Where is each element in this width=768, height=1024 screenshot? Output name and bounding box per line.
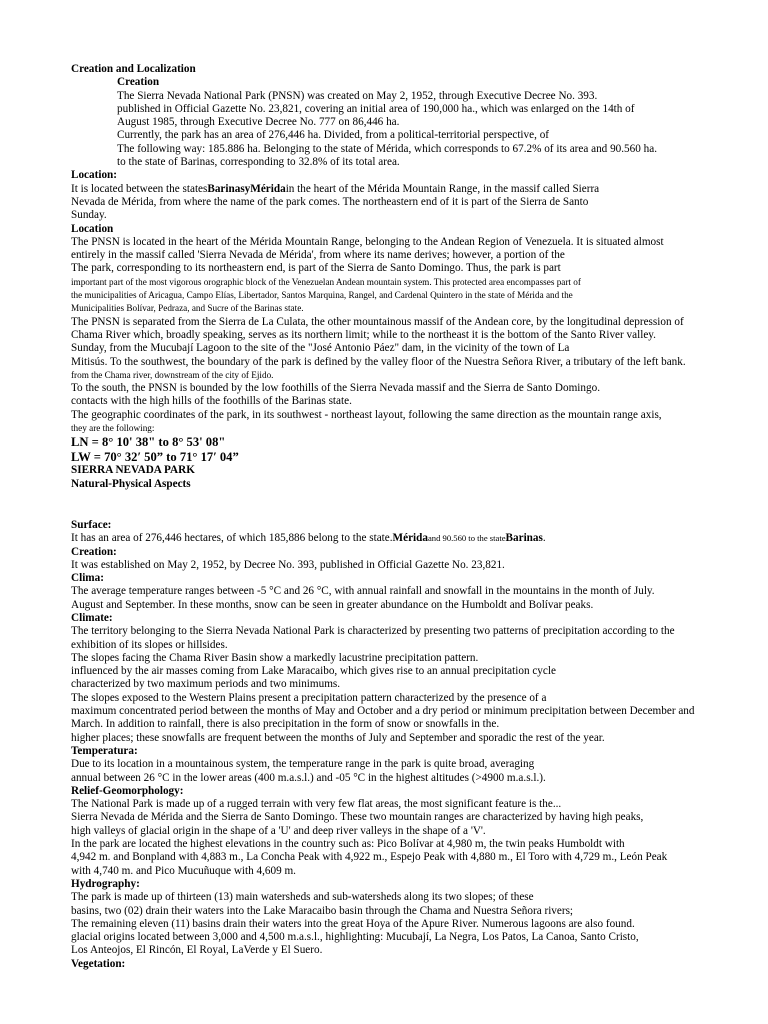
separation-line: Sunday, from the Mucubají Lagoon to the site of the "José Antonio Páez" dam, in the vicinity of the town of La <box>71 342 570 355</box>
heading-surface: Surface: <box>71 518 112 531</box>
heading-creation-2: Creation: <box>71 545 117 558</box>
relief-line: The National Park is made up of a rugged terrain with very few flat areas, the most significant feature is the... <box>71 798 562 811</box>
climate-line: influenced by the air masses coming from Lake Maracaibo, which gives rise to an annual precipitation cycle <box>71 665 556 678</box>
creation2-line: It was established on May 2, 1952, by Decree No. 393, published in Official Gazette No. 23,821. <box>71 558 505 571</box>
creation-line: Currently, the park has an area of 276,446 ha. Divided, from a political-territorial perspective, of <box>117 129 550 142</box>
state-merida: Mérida <box>392 532 428 545</box>
temperature-line: annual between 26 °C in the lower areas (400 m.a.s.l.) and -05 °C in the highest altitudes (>4900 m.a.s.l.). <box>71 771 546 784</box>
heading-creation-localization: Creation and Localization <box>71 63 196 75</box>
climate-line: The territory belonging to the Sierra Nevada National Park is characterized by presenting two patterns of precipitation according to the <box>71 625 675 638</box>
surface-line: It has an area of 276,446 hectares, of which 185,886 belong to the state.Méridaand 90.560 to the stateBarinas. <box>71 532 546 545</box>
heading-clima: Clima: <box>71 572 104 585</box>
heading-vegetation: Vegetation: <box>71 957 126 970</box>
separation-line: Chama River which, broadly speaking, serves as its northern limit; while to the northeast it is the bottom of the Santo River valley. <box>71 328 656 341</box>
south-line: The geographic coordinates of the park, in its southwest - northeast layout, following the same direction as the mountain range axis, <box>71 408 662 421</box>
climate-line: exhibition of its slopes or hillsides. <box>71 638 228 651</box>
south-line: contacts with the high hills of the foothills of the Barinas state. <box>71 395 352 408</box>
clima-line: The average temperature ranges between -5 °C and 26 °C, with annual rainfall and snowfall in the mountains in the month of July. <box>71 585 655 598</box>
relief-line: with 4,740 m. and Pico Mucuñuque with 4,609 m. <box>71 864 296 877</box>
heading-natural-physical: Natural-Physical Aspects <box>71 477 191 490</box>
location2-small-line: important part of the most vigorous orographic block of the Venezuelan Andean mountain system. This protected area encompasses part of <box>71 276 581 287</box>
location-line: Nevada de Mérida, from where the name of the park comes. The northeastern end of it is part of the Sierra de Santo <box>71 195 589 208</box>
hydro-line: The remaining eleven (11) basins drain their waters into the great Hoya of the Apure River. Numerous lagoons are also found. <box>71 917 635 930</box>
location-states: BarinasyMérida <box>207 182 286 195</box>
hydro-line: basins, two (02) drain their waters into the Lake Maracaibo basin through the Chama and Nuestra Señora rivers; <box>71 904 574 917</box>
separation-line: Mitisús. To the southwest, the boundary of the park is defined by the valley floor of the Nuestra Señora River, a tributary of the left bank. <box>71 355 686 368</box>
creation-line: published in Official Gazette No. 23,821, covering an initial area of 190,000 ha., which was enlarged on the 14th of <box>117 102 635 115</box>
creation-line: to the state of Barinas, corresponding to 32.8% of its total area. <box>117 156 400 169</box>
location2-small-line: Municipalities Bolívar, Pedraza, and Sucre of the Barinas state. <box>71 303 304 314</box>
heading-hydrography: Hydrography: <box>71 877 140 890</box>
section-gap <box>71 491 736 519</box>
relief-line: Sierra Nevada de Mérida and the Sierra de Santo Domingo. These two mountain ranges are characterized by having high peaks, <box>71 811 644 824</box>
climate-line: higher places; these snowfalls are frequent between the months of July and September and sporadic the rest of the year. <box>71 731 605 744</box>
park-title: SIERRA NEVADA PARK <box>71 464 195 477</box>
hydro-line: Los Anteojos, El Rincón, El Royal, LaVerde y El Suero. <box>71 944 323 957</box>
relief-line: 4,942 m. and Bonpland with 4,883 m., La Concha Peak with 4,922 m., Espejo Peak with 4,880 m., El Toro with 4,729 m., León Peak <box>71 851 668 864</box>
heading-climate: Climate: <box>71 611 113 624</box>
heading-temperature: Temperatura: <box>71 744 138 757</box>
location2-line: The park, corresponding to its northeastern end, is part of the Sierra de Santo Domingo. Thus, the park is part <box>71 262 561 275</box>
location2-line: The PNSN is located in the heart of the Mérida Mountain Range, belonging to the Andean Region of Venezuela. It is situated almost <box>71 235 664 248</box>
location2-small-line: the municipalities of Aricagua, Campo Elías, Libertador, Santos Marquina, Rangel, and Cardenal Quintero in the state of Mérida and the <box>71 290 573 301</box>
separation-small-line: from the Chama river, downstream of the city of Ejido. <box>71 369 274 380</box>
heading-relief: Relief-Geomorphology: <box>71 784 184 797</box>
temperature-line: Due to its location in a mountainous system, the temperature range in the park is quite broad, averaging <box>71 758 535 771</box>
state-barinas: Barinas <box>505 532 543 545</box>
climate-line: characterized by two maximum periods and two minimums. <box>71 678 341 691</box>
south-line: To the south, the PNSN is bounded by the low foothills of the Sierra Nevada massif and the Sierra de Santo Domingo. <box>71 382 600 395</box>
climate-line: maximum concentrated period between the months of May and October and a dry period or minimum precipitation between December and <box>71 705 695 718</box>
relief-line: In the park are located the highest elevations in the country such as: Pico Bolívar at 4,980 m, the twin peaks Humboldt with <box>71 838 625 851</box>
south-small-line: they are the following: <box>71 423 155 434</box>
location2-line: entirely in the massif called 'Sierra Nevada de Mérida', from where its name derives; however, a portion of the <box>71 249 565 262</box>
climate-line: The slopes exposed to the Western Plains present a precipitation pattern characterized by the presence of a <box>71 691 547 704</box>
location-line: Sunday. <box>71 209 107 222</box>
hydro-line: The park is made up of thirteen (13) main watersheds and sub-watersheds along its two slopes; of these <box>71 891 534 904</box>
climate-line: The slopes facing the Chama River Basin show a markedly lacustrine precipitation pattern. <box>71 651 479 664</box>
coordinate-ln: LN = 8° 10' 38" to 8° 53' 08" <box>71 435 226 450</box>
creation-line: The Sierra Nevada National Park (PNSN) was created on May 2, 1952, through Executive Decree No. 393. <box>117 89 598 102</box>
heading-location: Location: <box>71 169 117 182</box>
coordinate-lw: LW = 70° 32′ 50” to 71° 17′ 04” <box>71 449 239 464</box>
heading-location-2: Location <box>71 222 114 235</box>
separation-line: The PNSN is separated from the Sierra de La Culata, the other mountainous massif of the Andean core, by the longitudinal depression of <box>71 315 684 328</box>
climate-line: March. In addition to rainfall, there is also precipitation in the form of snow or snowfalls in the. <box>71 718 500 731</box>
document-page <box>71 63 736 971</box>
location-line: It is located between the statesBarinasyMéridain the heart of the Mérida Mountain Range, in the massif called Sierra <box>71 182 600 195</box>
creation-line: August 1985, through Executive Decree No. 777 on 86,446 ha. <box>117 116 400 129</box>
hydro-line: glacial origins located between 3,000 and 4,500 m.a.s.l., highlighting: Mucubají, La Negra, Los Patos, La Canoa, Santo Cristo, <box>71 931 639 944</box>
clima-line: August and September. In these months, snow can be seen in greater abundance on the Humboldt and Bolívar peaks. <box>71 598 594 611</box>
relief-line: high valleys of glacial origin in the shape of a 'U' and deep river valleys in the shape of a 'V'. <box>71 824 486 837</box>
creation-line: The following way: 185.886 ha. Belonging to the state of Mérida, which corresponds to 67.2% of its area and 90.560 ha. <box>117 142 657 155</box>
subheading-creation: Creation <box>117 76 160 89</box>
